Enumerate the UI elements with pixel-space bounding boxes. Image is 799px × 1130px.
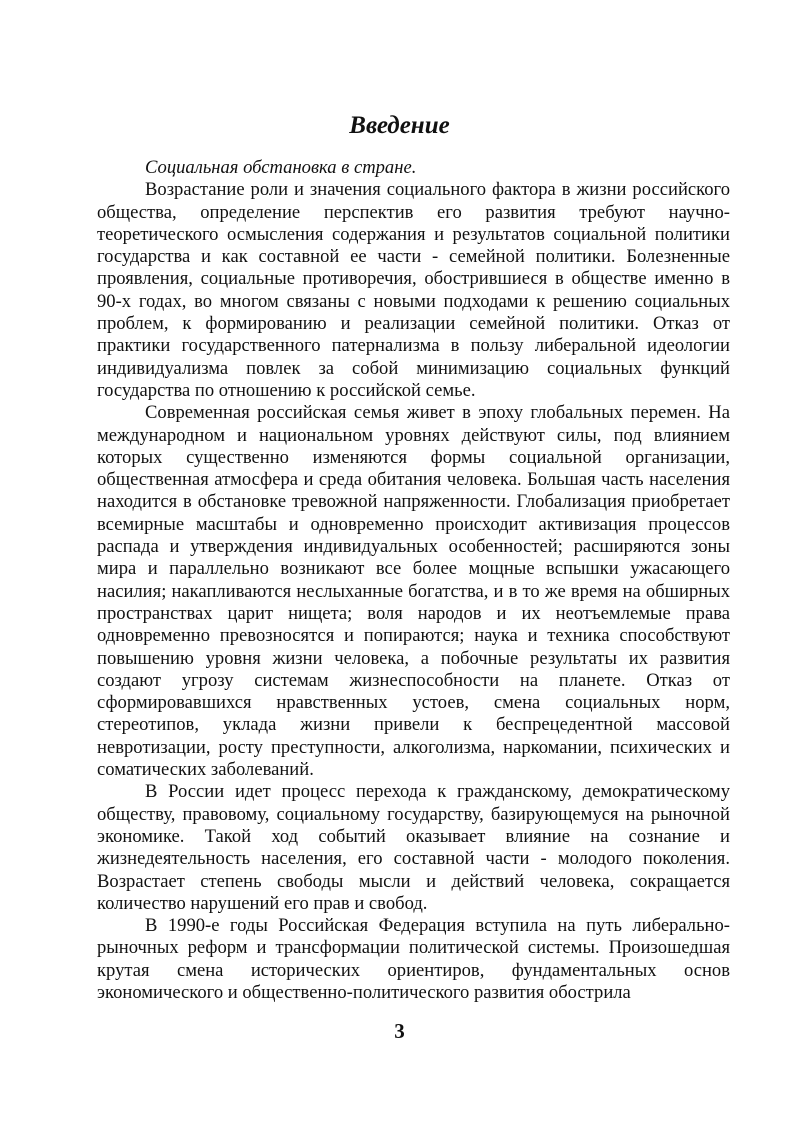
body-text	[97, 157, 730, 1004]
paragraph: В России идет процесс перехода к гражданскому, демократическому обществу, правовому, социальному государству, базирующемуся на рыночной экономике. Такой ход событий оказывает влияние на сознание и жизнедеятельность населения, его составной части - молодого поколения. Возрастает степень свободы мысли и действий человека, сокращается количество нарушений его прав и свобод.	[97, 781, 730, 914]
page-title: Введение	[349, 112, 450, 139]
paragraph: Современная российская семья живет в эпоху глобальных перемен. На международном и национальном уровнях действуют силы, под влиянием которых существенно изменяются формы социальной организации, общественная атмосфера и среда обитания человека. Большая часть населения находится в обстановке тревожной напряженности. Глобализация приобретает всемирные масштабы и одновременно происходит активизация процессов распада и утверждения индивидуальных особенностей; расширяются зоны мира и параллельно возникают все более мощные вспышки ужасающего насилия; накапливаются неслыханные богатства, и в то же время на обширных пространствах царит нищета; воля народов и их неотъемлемые права одновременно превозносятся и попираются; наука и техника способствуют повышению уровня жизни человека, а побочные результаты их развития создают угрозу системам жизнеспособности на планете. Отказ от сформировавшихся нравственных устоев, смена социальных норм, стереотипов, уклада жизни привели к беспрецедентной массовой невротизации, росту преступности, алкоголизма, наркомании, психических и соматических заболеваний.	[97, 402, 730, 781]
paragraph: В 1990-е годы Российская Федерация вступила на путь либерально-рыночных реформ и трансформации политической системы. Произошедшая крутая смена исторических ориентиров, фундаментальных основ экономического и общественно-политического развития обострила	[97, 915, 730, 1003]
paragraph: Возрастание роли и значения социального фактора в жизни российского общества, определение перспектив его развития требуют научно-теоретического осмысления содержания и результатов социальной политики государства и как составной ее части - семейной политики. Болезненные проявления, социальные противоречия, обострившиеся в обществе именно в 90-х годах, во многом связаны с новыми подходами к решению социальных проблем, к формированию и реализации семейной политики. Отказ от практики государственного патернализма в пользу либеральной идеологии индивидуализма повлек за собой минимизацию социальных функций государства по отношению к российской семье.	[97, 179, 730, 401]
section-subheading: Социальная обстановка в стране.	[145, 157, 417, 178]
page-number: 3	[394, 1019, 405, 1043]
